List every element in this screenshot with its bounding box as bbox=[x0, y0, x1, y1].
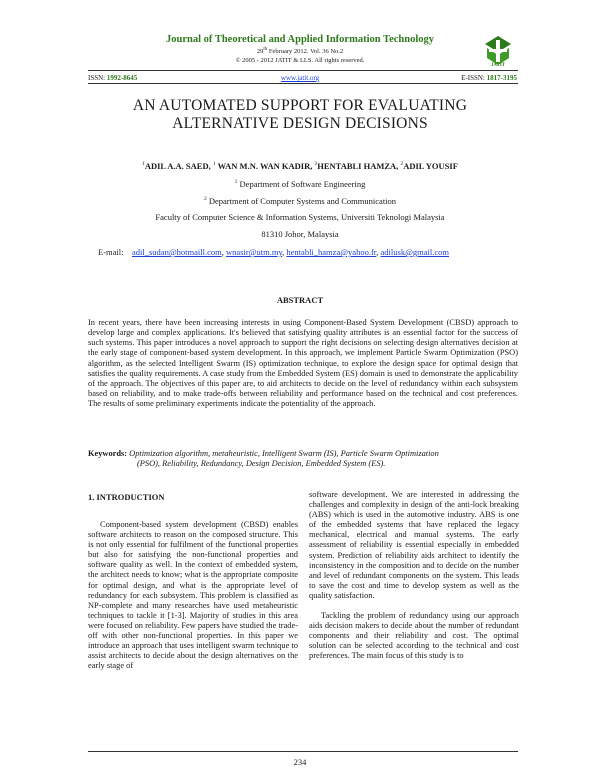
email-line: E-mail: adil_sudan@hotmaill.com, wnasir@utm.my, hentabli_hamza@yahoo.fr, adilusk@gmail.com bbox=[98, 247, 450, 257]
footer-rule bbox=[88, 751, 518, 752]
paper-title: AN AUTOMATED SUPPORT FOR EVALUATING ALTERNATIVE DESIGN DECISIONS bbox=[132, 97, 468, 132]
author-list: $^1$ADIL A.A. SAED, $^1$ WAN M.N. WAN KADIR, $^2$HENTABLI HAMZA, $^2$ADIL YOUSIF bbox=[142, 161, 458, 171]
section-heading-introduction: 1. INTRODUCTION bbox=[88, 492, 165, 502]
website-link[interactable]: www.jatit.org bbox=[280, 74, 320, 82]
email-link-3[interactable]: hentabli_hamza@yahoo.fr bbox=[286, 247, 377, 257]
left-column bbox=[88, 520, 298, 671]
keywords: Keywords: Optimization algorithm, metaheuristic, Intelligent Swarm (IS), Particle Swarm Optimization (PSO), Reliability, Redundancy, Design Decision, Embedded System (ES). bbox=[88, 449, 439, 469]
abstract-heading: ABSTRACT bbox=[276, 295, 324, 305]
affiliation-address: 81310 Johor, Malaysia bbox=[261, 229, 339, 239]
email-link-4[interactable]: adilusk@gmail.com bbox=[380, 247, 450, 257]
header-rule-top bbox=[88, 70, 518, 71]
affiliation-dept1: $^1$ Department of Software Engineering bbox=[234, 179, 366, 189]
header-rule-bottom bbox=[88, 83, 518, 84]
issue-date: 29th February 2012. Vol. 36 No.2 bbox=[256, 47, 344, 56]
issn: ISSN: 1992-8645 bbox=[88, 74, 138, 82]
page-number: 234 bbox=[293, 757, 307, 767]
intro-paragraph-3: Tackling the problem of redundancy using our approach aids decision makers to decide about the number of redundant components and their reliability and cost. The optimal solution can be selected according to the technical and cost preferences. The main focus of this study is to bbox=[309, 611, 519, 661]
jatit-logo-text: JATIT bbox=[490, 63, 506, 68]
affiliation-dept2: $^2$ Department of Computer Systems and Communication bbox=[203, 196, 397, 206]
affiliation-faculty: Faculty of Computer Science & Information Systems, Universiti Teknologi Malaysia bbox=[155, 212, 445, 222]
copyright-notice: © 2005 - 2012 JATIT & LLS. All rights reserved. bbox=[235, 57, 365, 64]
email-link-1[interactable]: adil_sudan@hotmaill.com bbox=[132, 247, 222, 257]
abstract-text: In recent years, there have been increasing interests in using Component-Based System Development (CBSD) approach to develop large and complex applications. It's believed that satisfying quality attributes is an essential factor for the success of such systems. This paper introduces a novel approach to support the right decisions on selecting design alternatives decision at the early stage of component-based system development. In this approach, we implement Particle Swarm Optimization (PSO) algorithm, as the selected Intelligent Swarm (IS) optimization technique, to explore the design space for optimal design that satisfies the quality requirements. A case study from the Embedded System (ES) domain is used to demonstrate the applicability of the approach. The objectives of this paper are, to aid architects to decide on the level of redundancy within each subsystem based on reliability, and to make trade-offs between reliability and performance based on the technical and cost preferences. The results of some preliminary experiments indicate the potentiality of the approach. bbox=[88, 318, 518, 409]
right-column bbox=[309, 490, 519, 662]
intro-paragraph-2: software development. We are interested in addressing the challenges and complexity in design of the anti-lock breaking (ABS) which is used in the automotive industry. ABS is one of the embedded systems that have replaced the legacy mechanical, electrical and manual systems. The early assessment of reliability is essential especially in embedded system. Prediction of reliability aids architect to identify the inconsistency in the composition and to decide on the number and level of redundant components on the system. This leads to save the cost and time to develop system as well as the quality satisfaction. bbox=[309, 490, 519, 600]
journal-title: Journal of Theoretical and Applied Information Technology bbox=[166, 34, 434, 45]
eissn: E-ISSN: 1817-3195 bbox=[461, 74, 517, 82]
email-link-2[interactable]: wnasir@utm.my bbox=[226, 247, 283, 257]
intro-paragraph-1: Component-based system development (CBSD) enables software architects to reason on the composed structure. This is not only essential for fulfilment of the functional properties but also for satisfying the non-functional properties and software quality as well. In the context of embedded system, the architect needs to know; what is the appropriate composite for optimal design, and what is the appropriate level of redundancy for each subsystem. This problem is classified as NP-complete and many researches have used metaheuristic techniques to tackle it [1-3]. Majority of studies in this area were focused on reliability. Few papers have studied the trade-off with other non-functional properties. In this paper we introduce an approach that uses intelligent swarm technique to assist architects to decide about the design alternatives on the early stage of bbox=[88, 520, 298, 671]
